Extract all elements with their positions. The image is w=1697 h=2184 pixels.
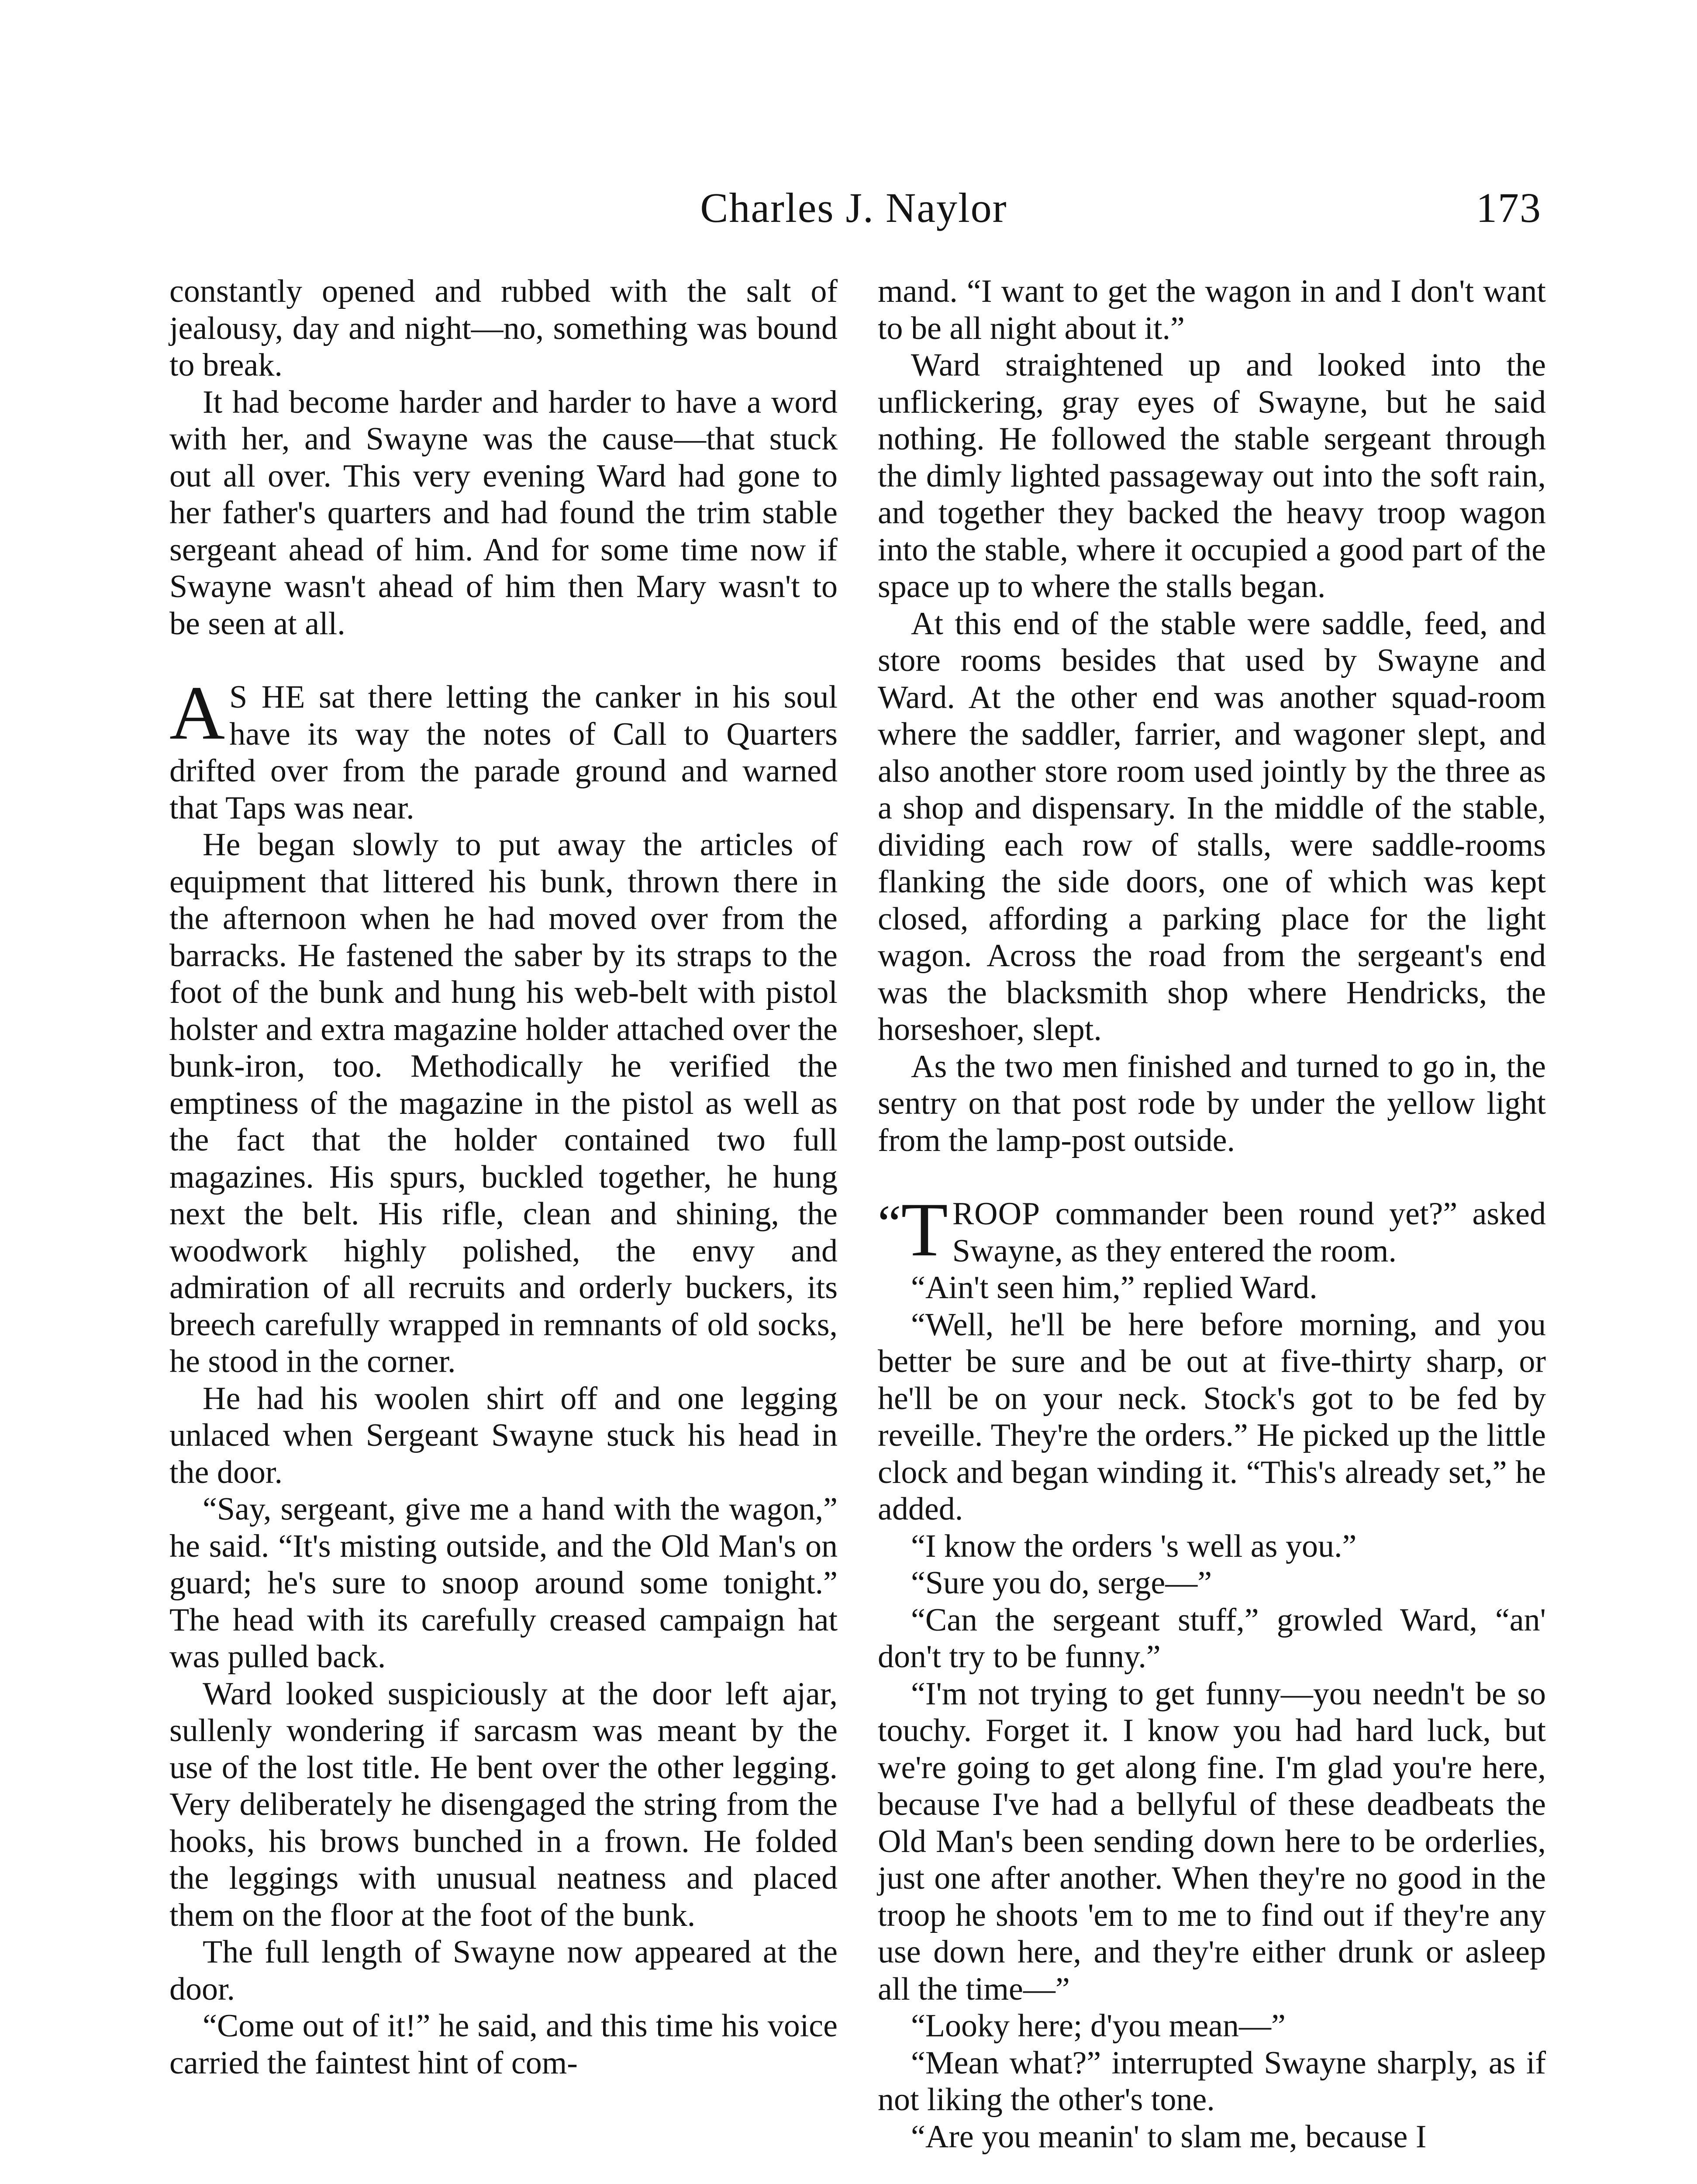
paragraph: constantly opened and rubbed with the salt of jealousy, day and night—no, something was bound to break. [169,273,838,383]
paragraph: At this end of the stable were saddle, feed, and store rooms besides that used by Swayne and Ward. At the other end was another squad-room where the saddler, farrier, and wagoner slept, and also another store room used jointly by the three as a shop and dispensary. In the middle of the stable, dividing each row of stalls, were saddle-rooms flanking the side doors, one of which was kept closed, affording a parking place for the light wagon. Across the road from the sergeant's end was the blacksmith shop where Hendricks, the horseshoer, slept. [878,605,1546,1047]
paragraph: “I'm not trying to get funny—you needn't be so touchy. Forget it. I know you had hard luck, but we're going to get along fine. I'm glad you're here, because I've had a bellyful of these deadbeats the Old Man's been sending down here to be orderlies, just one after another. When they're no good in the troop he shoots 'em to me to find out if they're any use down here, and they're either drunk or asleep all the time—” [878,1676,1546,2007]
right-column [878,273,1546,2155]
paragraph: He had his woolen shirt off and one legging unlaced when Sergeant Swayne stuck his head in the door. [169,1380,838,1490]
paragraph: Ward looked suspiciously at the door left ajar, sullenly wondering if sarcasm was meant by the use of the lost title. He bent over the other legging. Very deliberately he disengaged the string from the hooks, his brows bunched in a frown. He folded the leggings with unusual neatness and placed them on the floor at the foot of the bunk. [169,1676,838,1933]
running-title: Charles J. Naylor [700,184,1007,231]
paragraph: “I know the orders 's well as you.” [911,1528,1357,1564]
drop-cap-quote: “ [878,1194,901,1252]
paragraph: “Sure you do, serge—” [911,1565,1212,1601]
running-head [166,183,1542,236]
small-caps-lead: S HE [229,679,306,715]
page-number: 173 [1476,184,1542,231]
small-caps-lead: ROOP [952,1196,1041,1232]
drop-cap [878,1187,952,1272]
paragraph: Ward straightened up and looked into the unflickering, gray eyes of Swayne, but he said nothing. He followed the stable sergeant through the dimly lighted passageway out into the soft rain, and together they backed the heavy troop wagon into the stable, where it occupied a good part of the space up to where the stalls began. [878,347,1546,605]
section-opening-paragraph [878,1187,1546,1272]
paragraph: It had become harder and harder to have a word with her, and Swayne was the cause—that stuck out all over. This very evening Ward had gone to her father's quarters and had found the trim stable sergeant ahead of him. And for some time now if Swayne wasn't ahead of him then Mary wasn't to be seen at all. [169,384,838,642]
section-opening-paragraph [169,670,838,826]
paragraph: “Can the sergeant stuff,” growled Ward, “an' don't try to be funny.” [878,1602,1546,1675]
paragraph-text: commander been round yet?” asked Swayne, as they entered the room. [952,1196,1546,1269]
paragraph: “Ain't seen him,” replied Ward. [911,1270,1318,1306]
paragraph-text: sat there letting the canker in his soul have its way the notes of Call to Quarters drifted over from the parade ground and warned that Taps was near. [169,679,838,826]
paragraph: “Mean what?” interrupted Swayne sharply, as if not liking the other's tone. [878,2045,1546,2118]
paragraph: “Looky here; d'you mean—” [911,2008,1286,2044]
paragraph: “Are you meanin' to slam me, because I [911,2118,1427,2155]
paragraph: “Well, he'll be here before morning, and you better be sure and be out at five-thirty sharp, or he'll be on your neck. Stock's got to be fed by reveille. They're the orders.” He picked up the little clock and began winding it. “This's already set,” he added. [878,1306,1546,1527]
paragraph: As the two men finished and turned to go in, the sentry on that post rode by under the yellow light from the lamp-post outside. [878,1048,1546,1158]
paragraph: He began slowly to put away the articles of equipment that littered his bunk, thrown there in the afternoon when he had moved over from the barracks. He fastened the saber by its straps to the foot of the bunk and hung his web-belt with pistol holster and extra magazine holder attached over the bunk-iron, too. Methodically he verified the emptiness of the magazine in the pistol as well as the fact that the holder contained two full magazines. His spurs, buckled together, he hung next the belt. His rifle, clean and shining, the woodwork highly polished, the envy and admiration of all recruits and orderly buckers, its breech carefully wrapped in remnants of old socks, he stood in the corner. [169,827,838,1379]
drop-cap-letter: T [901,1187,948,1272]
left-column [169,273,838,2081]
drop-cap: A [169,670,225,756]
paragraph: “Say, sergeant, give me a hand with the wagon,” he said. “It's misting outside, and the Old Man's on guard; he's sure to snoop around some tonight.” The head with its carefully creased campaign hat was pulled back. [169,1491,838,1675]
paragraph: “Come out of it!” he said, and this time his voice carried the faintest hint of com- [169,2008,838,2081]
paragraph: mand. “I want to get the wagon in and I don't want to be all night about it.” [878,273,1546,346]
paragraph: The full length of Swayne now appeared at the door. [169,1934,838,2007]
